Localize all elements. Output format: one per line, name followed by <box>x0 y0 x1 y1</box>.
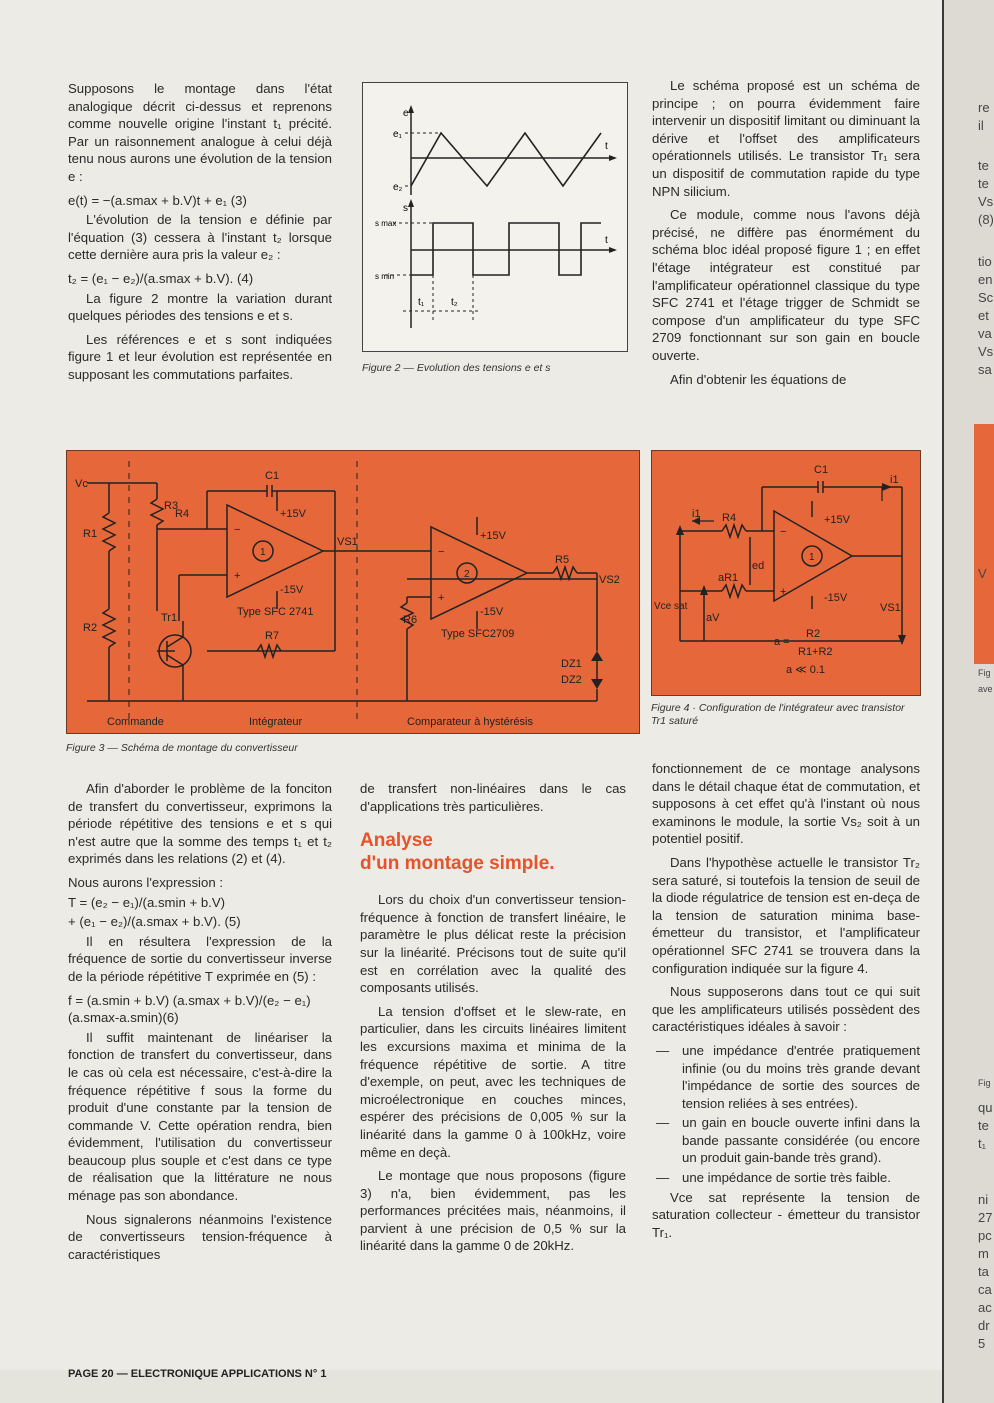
edge-fragment: te <box>978 176 989 191</box>
bottom-column-2 <box>360 780 626 1261</box>
edge-fragment: ta <box>978 1264 989 1279</box>
label-vcesat: Vce sat <box>654 601 688 612</box>
label-minus: − <box>780 526 787 538</box>
label-plus-1: + <box>234 570 241 582</box>
label-vs1: VS1 <box>337 536 358 548</box>
figure-4-caption: Figure 4 · Configuration de l'intégrateur avec transistor Tr1 saturé <box>651 702 905 727</box>
edge-fragment: sa <box>978 362 992 377</box>
characteristics-list <box>652 1042 920 1187</box>
paragraph: de transfert non-linéaires dans le cas d'applications très particulières. <box>360 781 626 814</box>
edge-fragment: ac <box>978 1300 992 1315</box>
label-p15-1: +15V <box>280 508 306 520</box>
label-r2: R2 <box>83 622 98 634</box>
figure-2-plot <box>363 83 627 351</box>
label-type2: Type SFC2709 <box>441 628 515 640</box>
paragraph: Il en résultera l'expression de la fréquence de sortie du convertisseur inverse de la période répétitive T exprimée en (5) : <box>68 933 332 984</box>
equation-6: f = (a.smin + b.V) (a.smax + b.V)/(e₂ − e₁)(a.smax-a.smin)(6) <box>68 992 311 1026</box>
paragraph: Dans l'hypothèse actuelle le transistor Tr₂ sera saturé, si toutefois la tension de seuil de la diode régulatrice de tension est en-deça de la tension de saturation minima base-émetteur du transistor, et l'amplificateur opérationnel SFC 2741 se trouvera dans la configuration indiquée sur la figure 4. <box>652 854 920 976</box>
label-a-eq: a = <box>774 636 790 648</box>
bottom-column-1 <box>68 780 332 1269</box>
label-r4: R4 <box>722 512 737 524</box>
edge-fragment: (8) <box>978 212 994 227</box>
paragraph: Il suffit maintenant de linéariser la fonction de transfert du convertisseur, dans le cas où cela est nécessaire, c'est-à-dire la fréquence répétitive f sous la forme du produit d'une constante par la tension de commande V. Cette opération rendra, bien évidemment, l'utilisation du convertisseur beaucoup plus souple et c'est dans ce type de réalisation que la littérature ne nous ménage pas son abondance. <box>68 1029 332 1204</box>
label-vs2: VS2 <box>599 574 620 586</box>
label-r4: R4 <box>175 508 190 520</box>
label-r7: R7 <box>265 630 280 642</box>
label-av: aV <box>706 612 720 624</box>
label-plus: + <box>780 586 787 598</box>
equation-5a: T = (e₂ − e₁)/(a.smin + b.V) <box>68 894 226 910</box>
paragraph: La tension d'offset et le slew-rate, en particulier, dans les circuits linéaires limitent les excursions maxima et minima de la fréquence répétitive de sortie. A titre d'exemple, on peut, avec les techniques de microélectronique en couches minces, espérer des précisions de 0,005 % sur la linéarité dans la gamme 0 à 100kHz, voire même en deçà. <box>360 1003 626 1160</box>
edge-fragment: Fig <box>978 1078 991 1088</box>
label-e: e <box>403 108 409 119</box>
edge-fragment: Vs <box>978 194 994 209</box>
figure-2 <box>362 82 628 352</box>
paragraph: Lors du choix d'un convertisseur tension-fréquence à fonction de transfert linéaire, le paramètre le plus délicat reste la précision sur la linéarité. Précisons tout de suite qu'il est en corrélation avec la qualité des composants utilisés. <box>360 892 626 996</box>
paragraph: Nous aurons l'expression : <box>68 874 223 890</box>
paragraph: Les références e et s sont indiquées figure 1 et leur évolution est représentée en supposant les commutations parfaites. <box>68 331 332 382</box>
right-top-column <box>652 77 920 394</box>
label-dz1: DZ1 <box>561 658 582 670</box>
paragraph: L'évolution de la tension e définie par l'équation (3) cessera à l'instant t₂ lorsque cette dernière aura pris la valeur e₂ : <box>68 212 332 263</box>
edge-fragment: va <box>978 326 992 341</box>
edge-fragment: 5 <box>978 1336 986 1351</box>
equation-3: e(t) = −(a.smax + b.V)t + e₁ (3) <box>68 192 247 208</box>
edge-fragment: Fig <box>978 668 991 678</box>
edge-fragment: te <box>978 158 989 173</box>
label-tr1: Tr1 <box>161 612 178 624</box>
label-vs1: VS1 <box>880 602 901 614</box>
label-i1-left: i1 <box>692 508 701 520</box>
label-t1: t₁ <box>418 297 425 308</box>
label-amp1: 1 <box>260 547 266 558</box>
label-a-condition: a ≪ 0.1 <box>786 664 826 676</box>
label-type1: Type SFC 2741 <box>237 606 314 618</box>
label-r3: R3 <box>164 500 179 512</box>
label-s: s <box>403 203 408 214</box>
label-ar1: aR1 <box>718 572 739 584</box>
edge-fragment: 27 <box>978 1210 993 1225</box>
label-m15-1: -15V <box>280 584 304 596</box>
edge-fragment: te <box>978 1118 989 1133</box>
equation-5b: + (e₁ − e₂)/(a.smax + b.V). (5) <box>68 914 241 930</box>
label-t: t <box>605 141 608 152</box>
figure-3-schematic <box>67 451 639 733</box>
label-p15-2: +15V <box>480 530 506 542</box>
label-i1-right: i1 <box>890 474 899 486</box>
paragraph: Vce sat représente la tension de saturation collecteur - émetteur du transistor Tr₁. <box>652 1189 920 1240</box>
label-a-denominator: R1+R2 <box>798 646 833 658</box>
edge-fragment: Vs <box>978 344 994 359</box>
edge-fragment: t₁ <box>978 1136 986 1151</box>
label-amp2: 2 <box>464 569 470 580</box>
label-m15: -15V <box>824 592 848 604</box>
paragraph: Nous signalerons néanmoins l'existence de convertisseurs tension-fréquence à caractéristiques <box>68 1211 332 1262</box>
paragraph: Ce module, comme nous l'avons déjà précisé, ne diffère pas énormément du schéma bloc idéal proposé figure 1 ; en effet l'étage intégrateur est constitué par l'amplificateur opérationnel classique du type SFC 2741 et l'étage trigger de Schmidt se compose d'un amplificateur du type SFC 2709 fonctionnant sur son gain en boucle ouverte. <box>652 207 920 363</box>
label-m15-2: -15V <box>480 606 504 618</box>
list-item: — un gain en boucle ouverte infini dans la bande passante considérée (ou encore un produit gain-bande très grand). <box>682 1114 920 1167</box>
paragraph: Afin d'aborder le problème de la fonciton de transfert du convertisseur, exprimons la période répétitive des tensions e et s qui n'est autre que la somme des temps t₁ et t₂ exprimés dans les relations (2) et (4). <box>68 781 332 867</box>
paragraph: fonctionnement de ce montage analysons dans le détail chaque état de commutation, et supposons à cet effet qu'à l'instant où nous examinons le module, la sortie Vs₂ soit à un potentiel positif. <box>652 761 920 847</box>
left-top-column <box>68 80 332 390</box>
label-plus-2: + <box>438 592 445 604</box>
edge-fragment: ave <box>978 684 993 694</box>
label-minus-1: − <box>234 524 241 536</box>
heading-line-1: Analyse <box>360 830 433 852</box>
edge-fragment: ca <box>978 1282 992 1297</box>
figure-4 <box>651 450 921 696</box>
label-r6: R6 <box>403 614 418 626</box>
label-minus-2: − <box>438 546 445 558</box>
next-page-figure <box>974 424 994 664</box>
paragraph: Le montage que nous proposons (figure 3) n'a, bien évidemment, pas les performances précitées mais, néanmoins, il parvient à une précision de 0,5 % sur la linéarité dans la gamme 0 de 20kHz. <box>360 1168 626 1254</box>
paragraph: La figure 2 montre la variation durant quelques périodes des tensions e et s. <box>68 290 332 324</box>
label-amp1: 1 <box>809 552 815 563</box>
label-r1: R1 <box>83 528 98 540</box>
label-ed: ed <box>752 560 765 572</box>
heading-line-2: d'un montage simple. <box>360 853 555 875</box>
edge-fragment: ni <box>978 1192 989 1207</box>
edge-fragment: qu <box>978 1100 993 1115</box>
label-t: t <box>605 235 608 246</box>
label-integrateur: Intégrateur <box>249 716 303 728</box>
label-smax: s max <box>375 219 397 228</box>
edge-fragment: dr <box>978 1318 990 1333</box>
page-footer: PAGE 20 — ELECTRONIQUE APPLICATIONS N° 1 <box>68 1368 327 1380</box>
figure-3 <box>66 450 640 734</box>
edge-fragment: m <box>978 1246 989 1261</box>
label-vc: Vc <box>75 478 88 490</box>
edge-fragment: re <box>978 100 990 115</box>
figure-4-schematic <box>652 451 920 695</box>
label-comparateur: Comparateur à hystérésis <box>407 716 533 728</box>
list-item: — une impédance d'entrée pratiquement infinie (ou du moins très grande devant l'impédance de sortie des sources de tension reliées à ses entrées). <box>682 1042 920 1112</box>
edge-fragment: et <box>978 308 989 323</box>
paragraph: Afin d'obtenir les équations de <box>670 371 847 387</box>
paragraph: Le schéma proposé est un schéma de principe ; on pourra évidemment faire intervenir un dispositif limitant ou diminuant la dérive et l'offset des amplificateurs opérationnels utilisés. Le transistor Tr₁ sera un dispositif de commutation rapide du type NPN silicium. <box>652 78 920 199</box>
label-t2: t₂ <box>451 297 458 308</box>
list-item: — une impédance de sortie très faible. <box>682 1169 920 1187</box>
label-a-numerator: R2 <box>806 628 821 640</box>
equation-4: t₂ = (e₁ − e₂)/(a.smax + b.V). (4) <box>68 270 254 286</box>
next-page-edge <box>942 0 994 1403</box>
paragraph: Supposons le montage dans l'état analogique décrit ci-dessus et reprenons comme nouvelle origine l'instant t₁ précité. Par un raisonnement analogue à celui déjà tenu nous aurons une évolution de la tension e : <box>68 81 332 184</box>
edge-fragment: en <box>978 272 993 287</box>
edge-fragment: il <box>978 118 984 133</box>
edge-fragment: pc <box>978 1228 992 1243</box>
section-heading <box>360 829 626 875</box>
label-c1: C1 <box>265 470 280 482</box>
label-e1: e₁ <box>393 129 402 140</box>
label-c1: C1 <box>814 464 829 476</box>
figure-2-caption: Figure 2 — Evolution des tensions e et s <box>362 362 551 374</box>
figure-3-caption: Figure 3 — Schéma de montage du convertisseur <box>66 742 298 754</box>
edge-fragment: V <box>978 566 987 581</box>
label-commande: Commande <box>107 716 164 728</box>
label-smin: s min <box>375 272 395 281</box>
label-p15: +15V <box>824 514 850 526</box>
edge-fragment: Sc <box>978 290 994 305</box>
bottom-column-3 <box>652 760 920 1247</box>
edge-fragment: tio <box>978 254 992 269</box>
label-e2: e₂ <box>393 182 403 193</box>
paragraph: Nous supposerons dans tout ce qui suit que les amplificateurs utilisés possèdent des caractéristiques idéales à savoir : <box>652 984 920 1035</box>
label-r5: R5 <box>555 554 570 566</box>
label-dz2: DZ2 <box>561 674 582 686</box>
